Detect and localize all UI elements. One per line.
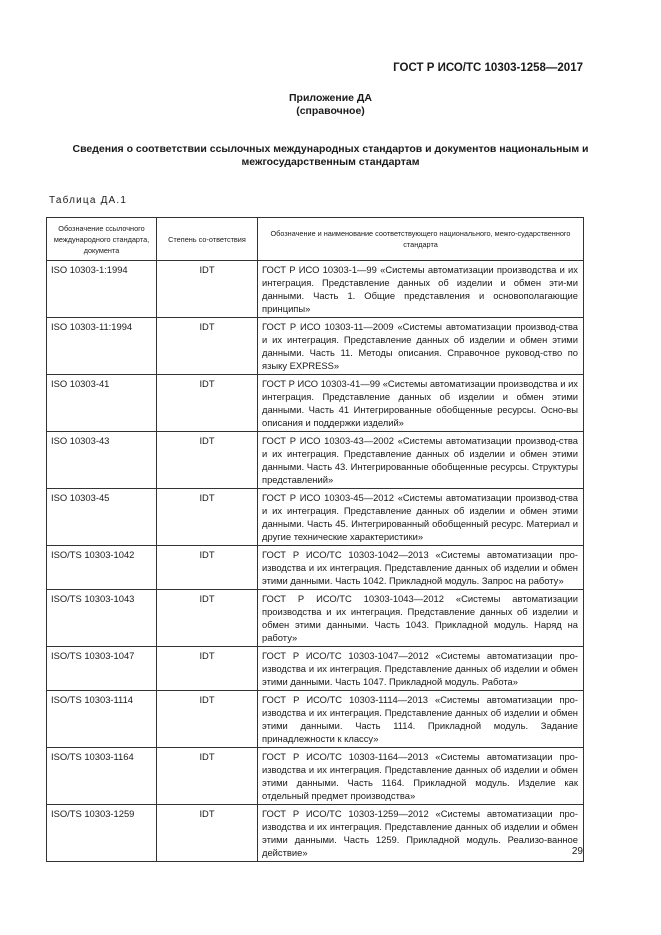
table-row [47, 748, 584, 805]
section-heading: Сведения о соответствии ссылочных международных стандартов и документов национальным и межгосударственным стандартам [72, 143, 589, 168]
degree-of-conformity-cell: IDT [157, 546, 258, 590]
national-standard-cell: ГОСТ Р ИСО/ТС 10303-1043—2012 «Системы автоматизации производства и их интеграция. Представление данных об изделии и обмен этими данными. Часть 1043. Прикладной модуль. Наряд на работу» [258, 590, 584, 647]
degree-of-conformity-cell: IDT [157, 805, 258, 862]
national-standard-cell: ГОСТ Р ИСО/ТС 10303-1164—2013 «Системы автоматизации про-изводства и их интеграция. Представление данных об изделии и обмен этими данными. Часть 1164. Прикладной модуль. Изделие как отдельный предмет производства» [258, 748, 584, 805]
degree-of-conformity-cell: IDT [157, 432, 258, 489]
table-row [47, 489, 584, 546]
table-row [47, 590, 584, 647]
header-degree-of-conformity: Степень со-ответствия [157, 218, 258, 261]
table-row [47, 375, 584, 432]
national-standard-cell: ГОСТ Р ИСО 10303-45—2012 «Системы автоматизации производ-ства и их интеграция. Представление данных об изделии и обмен этими данными. Часть 45. Интегрированный обобщенный ресурс. Материал и другие технические характеристики» [258, 489, 584, 546]
reference-standard-cell: ISO/TS 10303-1047 [47, 647, 157, 691]
header-reference-standard: Обозначение ссылочного международного стандарта, документа [47, 218, 157, 261]
reference-standard-cell: ISO/TS 10303-1259 [47, 805, 157, 862]
degree-of-conformity-cell: IDT [157, 375, 258, 432]
table-row [47, 318, 584, 375]
national-standard-cell: ГОСТ Р ИСО 10303-41—99 «Системы автоматизации производства и их интеграция. Представление данных об изделии и обмен этими данными. Часть 41 Интегрированные обобщенные ресурсы. Осно-вы описания и поддержки изделий» [258, 375, 584, 432]
national-standard-cell: ГОСТ Р ИСО/ТС 10303-1042—2013 «Системы автоматизации про-изводства и их интеграция. Представление данных об изделии и обмен этими данными. Часть 1042. Прикладной модуль. Запрос на работу» [258, 546, 584, 590]
reference-standard-cell: ISO/TS 10303-1043 [47, 590, 157, 647]
national-standard-cell: ГОСТ Р ИСО 10303-43—2002 «Системы автоматизации производ-ства и их интеграция. Представление данных об изделии и обмен этими данными. Часть 43. Интегрированные обобщенные ресурсы. Структуры представлений» [258, 432, 584, 489]
table-row [47, 805, 584, 862]
national-standard-cell: ГОСТ Р ИСО/ТС 10303-1047—2012 «Системы автоматизации про-изводства и их интеграция. Представление данных об изделии и обмен этими данными. Часть 1047. Прикладной модуль. Работа» [258, 647, 584, 691]
table-label: Таблица ДА.1 [49, 195, 128, 206]
national-standard-cell: ГОСТ Р ИСО/ТС 10303-1259—2012 «Системы автоматизации про-изводства и их интеграция. Представление данных об изделии и обмен этими данными. Часть 1259. Прикладной модуль. Реализо-ванное действие» [258, 805, 584, 862]
annex-subtitle: (справочное) [296, 105, 365, 117]
degree-of-conformity-cell: IDT [157, 647, 258, 691]
reference-standard-cell: ISO/TS 10303-1042 [47, 546, 157, 590]
degree-of-conformity-cell: IDT [157, 318, 258, 375]
national-standard-cell: ГОСТ Р ИСО 10303-11—2009 «Системы автоматизации производ-ства и их интеграция. Представление данных об изделии и обмен этими данными. Часть 11. Методы описания. Справочное руковод-ство по языку EXPRESS» [258, 318, 584, 375]
document-code-header: ГОСТ Р ИСО/ТС 10303-1258—2017 [393, 62, 583, 74]
degree-of-conformity-cell: IDT [157, 691, 258, 748]
reference-standard-cell: ISO 10303-11:1994 [47, 318, 157, 375]
degree-of-conformity-cell: IDT [157, 489, 258, 546]
reference-standard-cell: ISO 10303-43 [47, 432, 157, 489]
table-header-row [47, 218, 584, 261]
national-standard-cell: ГОСТ Р ИСО/ТС 10303-1114—2013 «Системы автоматизации про-изводства и их интеграция. Представление данных об изделии и обмен этими данными. Часть 1114. Прикладной модуль. Задание принадлежности к классу» [258, 691, 584, 748]
correspondence-table [46, 217, 584, 862]
header-national-standard: Обозначение и наименование соответствующего национального, межго-сударственного стандарта [258, 218, 584, 261]
reference-standard-cell: ISO 10303-1:1994 [47, 261, 157, 318]
table-row [47, 647, 584, 691]
degree-of-conformity-cell: IDT [157, 261, 258, 318]
degree-of-conformity-cell: IDT [157, 748, 258, 805]
table-row [47, 261, 584, 318]
annex-heading [0, 92, 661, 118]
degree-of-conformity-cell: IDT [157, 590, 258, 647]
table-row [47, 691, 584, 748]
table-row [47, 432, 584, 489]
reference-standard-cell: ISO/TS 10303-1114 [47, 691, 157, 748]
annex-title: Приложение ДА [289, 92, 372, 104]
national-standard-cell: ГОСТ Р ИСО 10303-1—99 «Системы автоматизации производства и их интеграция. Представление данных об изделии и обмен эти-ми данными. Часть 1. Общие представления и основополагающие принципы» [258, 261, 584, 318]
page-number: 29 [571, 846, 583, 857]
table-row [47, 546, 584, 590]
table-body [47, 261, 584, 862]
reference-standard-cell: ISO/TS 10303-1164 [47, 748, 157, 805]
reference-standard-cell: ISO 10303-45 [47, 489, 157, 546]
reference-standard-cell: ISO 10303-41 [47, 375, 157, 432]
